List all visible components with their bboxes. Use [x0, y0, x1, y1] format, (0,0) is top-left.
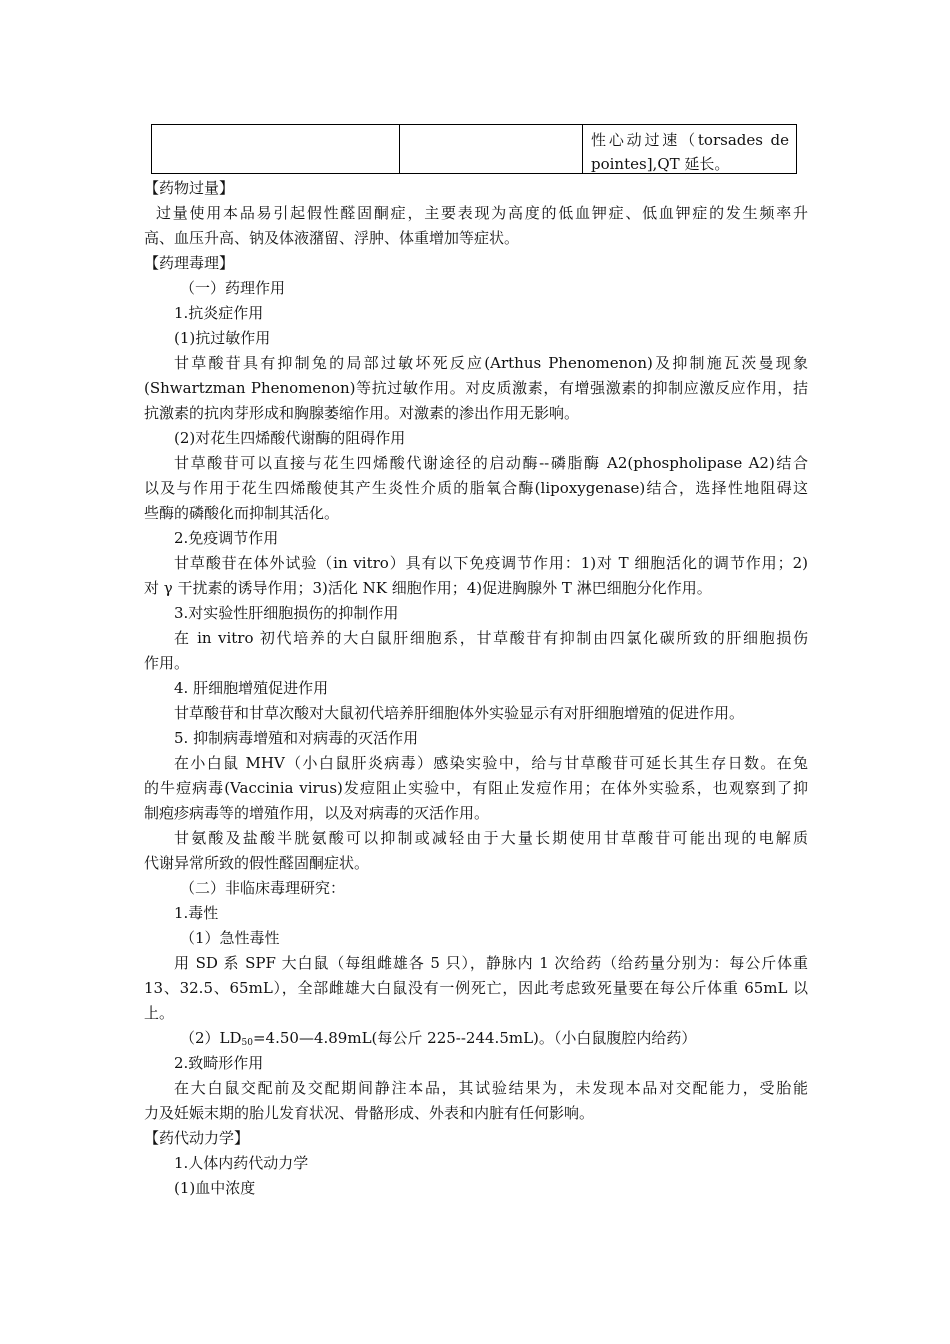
paragraph-line: 甘草酸苷在体外试验（in vitro）具有以下免疫调节作用：1)对 T 细胞活化的调节作用；2) — [174, 554, 808, 572]
subsection-heading: （二）非临床毒理研究： — [180, 879, 346, 897]
paragraph-line: 在 in vitro 初代培养的大白鼠肝细胞系，甘草酸苷有抑制由四氯化碳所致的肝细胞损伤 — [174, 629, 808, 647]
paragraph-line: 用 SD 系 SPF 大白鼠（每组雌雄各 5 只），静脉内 1 次给药（给药量分别为：每公斤体重 — [174, 954, 808, 972]
paragraph-line: 甘氨酸及盐酸半胱氨酸可以抑制或减轻由于大量长期使用甘草酸苷可能出现的电解质 — [174, 829, 808, 847]
document-body — [144, 176, 808, 1201]
paragraph-line: 代谢异常所致的假性醛固酮症状。 — [144, 854, 370, 872]
ld50-subscript: 50 — [241, 1038, 253, 1048]
paragraph-line: 在小白鼠 MHV（小白鼠肝炎病毒）感染实验中，给与甘草酸苷可延长其生存日数。在兔 — [174, 754, 808, 772]
paragraph-line: 作用。 — [144, 654, 190, 672]
table-row-continuation — [151, 124, 797, 174]
item-heading: 3.对实验性肝细胞损伤的抑制作用 — [174, 604, 399, 622]
ld50-prefix: （2）LD — [180, 1029, 242, 1047]
subsection-heading: （一）药理作用 — [180, 279, 286, 297]
paragraph-line: (Shwartzman Phenomenon)等抗过敏作用。对皮质激素，有增强激素的抑制应激反应作用，拮 — [144, 379, 808, 397]
paragraph-line: 对 γ 干扰素的诱导作用；3)活化 NK 细胞作用；4)促进胸腺外 T 淋巴细胞分化作用。 — [144, 579, 712, 597]
ld50-value: =4.50—4.89mL(每公斤 225--244.5mL)。（小白鼠腹腔内给药） — [252, 1029, 697, 1047]
paragraph-line: 抗激素的抗肉芽形成和胸腺萎缩作用。对激素的渗出作用无影响。 — [144, 404, 580, 422]
paragraph-line: 制疱疹病毒等的增殖作用，以及对病毒的灭活作用。 — [144, 804, 490, 822]
paragraph-line: 在大白鼠交配前及交配期间静注本品，其试验结果为，未发现本品对交配能力，受胎能 — [174, 1079, 808, 1097]
item-heading: 1.人体内药代动力学 — [174, 1154, 309, 1172]
item-heading: (1)血中浓度 — [174, 1179, 256, 1197]
table-cell-adverse-reaction — [583, 125, 796, 173]
item-heading: 2.免疫调节作用 — [174, 529, 279, 547]
table-cell-text-line-1: 性心动过速（torsades de — [591, 131, 789, 149]
paragraph-line: 的牛痘病毒(Vaccinia virus)发痘阻止实验中，有阻止发痘作用；在体外实验系，也观察到了抑 — [144, 779, 808, 797]
section-heading-pharmacology: 【药理毒理】 — [144, 254, 235, 272]
item-heading: 5. 抑制病毒增殖和对病毒的灭活作用 — [174, 729, 419, 747]
item-heading: 2.致畸形作用 — [174, 1054, 264, 1072]
section-heading-overdose: 【药物过量】 — [144, 179, 235, 197]
table-cell-empty-1 — [152, 125, 400, 173]
table-cell-text-line-2: pointes],QT 延长。 — [591, 155, 730, 173]
paragraph-line: 甘草酸苷可以直接与花生四烯酸代谢途径的启动酶--磷脂酶 A2(phospholipase A2)结合 — [174, 454, 808, 472]
paragraph-line: 13、32.5、65mL），全部雌雄大白鼠没有一例死亡，因此考虑致死量要在每公斤体重 65mL 以 — [144, 979, 808, 997]
paragraph-line: 高、血压升高、钠及体液潴留、浮肿、体重增加等症状。 — [144, 229, 520, 247]
paragraph-line: 甘草酸苷和甘草次酸对大鼠初代培养肝细胞体外实验显示有对肝细胞增殖的促进作用。 — [174, 704, 745, 722]
paragraph-line: 上。 — [144, 1004, 175, 1022]
item-heading: 1.抗炎症作用 — [174, 304, 264, 322]
item-heading: （1）急性毒性 — [180, 929, 280, 947]
ld50-line — [144, 1026, 808, 1051]
paragraph-line: 以及与作用于花生四烯酸使其产生炎性介质的脂氧合酶(lipoxygenase)结合，选择性地阻碍这 — [144, 479, 808, 497]
paragraph-line: 力及妊娠末期的胎儿发育状况、骨骼形成、外表和内脏有任何影响。 — [144, 1104, 595, 1122]
item-heading: 1.毒性 — [174, 904, 219, 922]
table-cell-empty-2 — [400, 125, 583, 173]
paragraph-line: 过量使用本品易引起假性醛固酮症，主要表现为高度的低血钾症、低血钾症的发生频率升 — [156, 204, 808, 222]
paragraph-line: 甘草酸苷具有抑制兔的局部过敏坏死反应(Arthus Phenomenon)及抑制施瓦茨曼现象 — [174, 354, 808, 372]
item-heading: 4. 肝细胞增殖促进作用 — [174, 679, 329, 697]
item-heading: (1)抗过敏作用 — [174, 329, 271, 347]
section-heading-pharmacokinetics: 【药代动力学】 — [144, 1129, 250, 1147]
item-heading: (2)对花生四烯酸代谢酶的阻碍作用 — [174, 429, 406, 447]
paragraph-line: 些酶的磷酸化而抑制其活化。 — [144, 504, 340, 522]
